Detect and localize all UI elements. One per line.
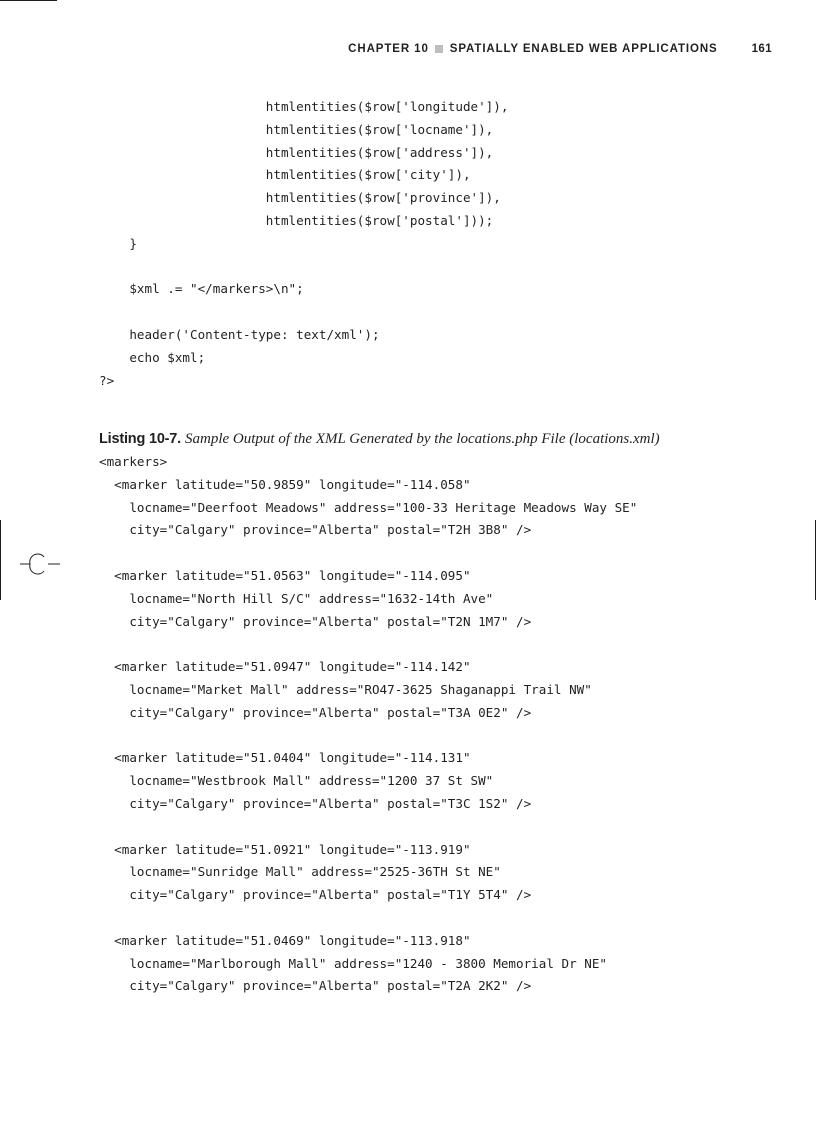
code-line: <marker latitude="50.9859" longitude="-114.058" <box>99 476 471 492</box>
code-line: <marker latitude="51.0921" longitude="-113.919" <box>99 841 471 857</box>
code-line: htmlentities($row['address']), <box>99 144 494 160</box>
page-edge-mark-left <box>0 520 1 600</box>
code-line: <marker latitude="51.0404" longitude="-114.131" <box>99 750 471 766</box>
code-line: $xml .= "</markers>\n"; <box>99 281 304 297</box>
code-line <box>99 301 508 324</box>
code-line: locname="Deerfoot Meadows" address="100-33 Heritage Meadows Way SE" <box>99 499 638 515</box>
code-line: locname="Market Mall" address="RO47-3625 Shaganappi Trail NW" <box>99 681 592 697</box>
code-line <box>99 633 637 656</box>
code-line: <marker latitude="51.0469" longitude="-113.918" <box>99 932 471 948</box>
square-bullet-icon <box>435 45 443 53</box>
code-line: htmlentities($row['longitude']), <box>99 99 509 114</box>
code-line: htmlentities($row['city']), <box>99 167 471 183</box>
code-line: city="Calgary" province="Alberta" postal="T2H 3B8" /> <box>99 522 532 538</box>
code-line: city="Calgary" province="Alberta" postal="T3A 0E2" /> <box>99 704 532 720</box>
listing-caption <box>99 429 660 449</box>
code-line: city="Calgary" province="Alberta" postal="T3C 1S2" /> <box>99 795 532 811</box>
code-line <box>99 907 637 930</box>
code-line: echo $xml; <box>99 349 206 365</box>
running-header <box>348 43 772 55</box>
page-number: 161 <box>751 43 772 55</box>
code-line: } <box>99 235 137 251</box>
code-line: ?> <box>99 372 115 388</box>
section-title: SPATIALLY ENABLED WEB APPLICATIONS <box>449 43 718 55</box>
code-block-xml <box>99 451 637 998</box>
code-line <box>99 256 508 279</box>
code-line <box>99 542 637 565</box>
code-line: city="Calgary" province="Alberta" postal="T1Y 5T4" /> <box>99 887 532 903</box>
code-line: locname="North Hill S/C" address="1632-14th Ave" <box>99 590 494 606</box>
code-line: htmlentities($row['postal'])); <box>99 212 494 228</box>
code-line <box>99 725 637 748</box>
code-line: locname="Westbrook Mall" address="1200 37 St SW" <box>99 773 494 789</box>
code-line: <markers> <box>99 454 168 469</box>
code-line: city="Calgary" province="Alberta" postal="T2N 1M7" /> <box>99 613 532 629</box>
chapter-label: CHAPTER 10 <box>348 43 429 55</box>
code-line: header('Content-type: text/xml'); <box>99 326 380 342</box>
code-line <box>99 816 637 839</box>
code-line: locname="Sunridge Mall" address="2525-36TH St NE" <box>99 864 501 880</box>
listing-title: Sample Output of the XML Generated by the locations.php File (locations.xml) <box>185 431 660 447</box>
code-line: locname="Marlborough Mall" address="1240 - 3800 Memorial Dr NE" <box>99 955 607 971</box>
code-line: city="Calgary" province="Alberta" postal="T2A 2K2" /> <box>99 978 532 994</box>
code-line: htmlentities($row['locname']), <box>99 121 494 137</box>
crop-mark-top-left <box>0 0 57 1</box>
code-line: <marker latitude="51.0947" longitude="-114.142" <box>99 659 471 675</box>
code-line: htmlentities($row['province']), <box>99 190 501 206</box>
code-line: <marker latitude="51.0563" longitude="-114.095" <box>99 567 471 583</box>
code-block-php <box>99 96 508 392</box>
registration-mark-icon <box>20 552 60 576</box>
listing-label: Listing 10-7. <box>99 431 181 447</box>
